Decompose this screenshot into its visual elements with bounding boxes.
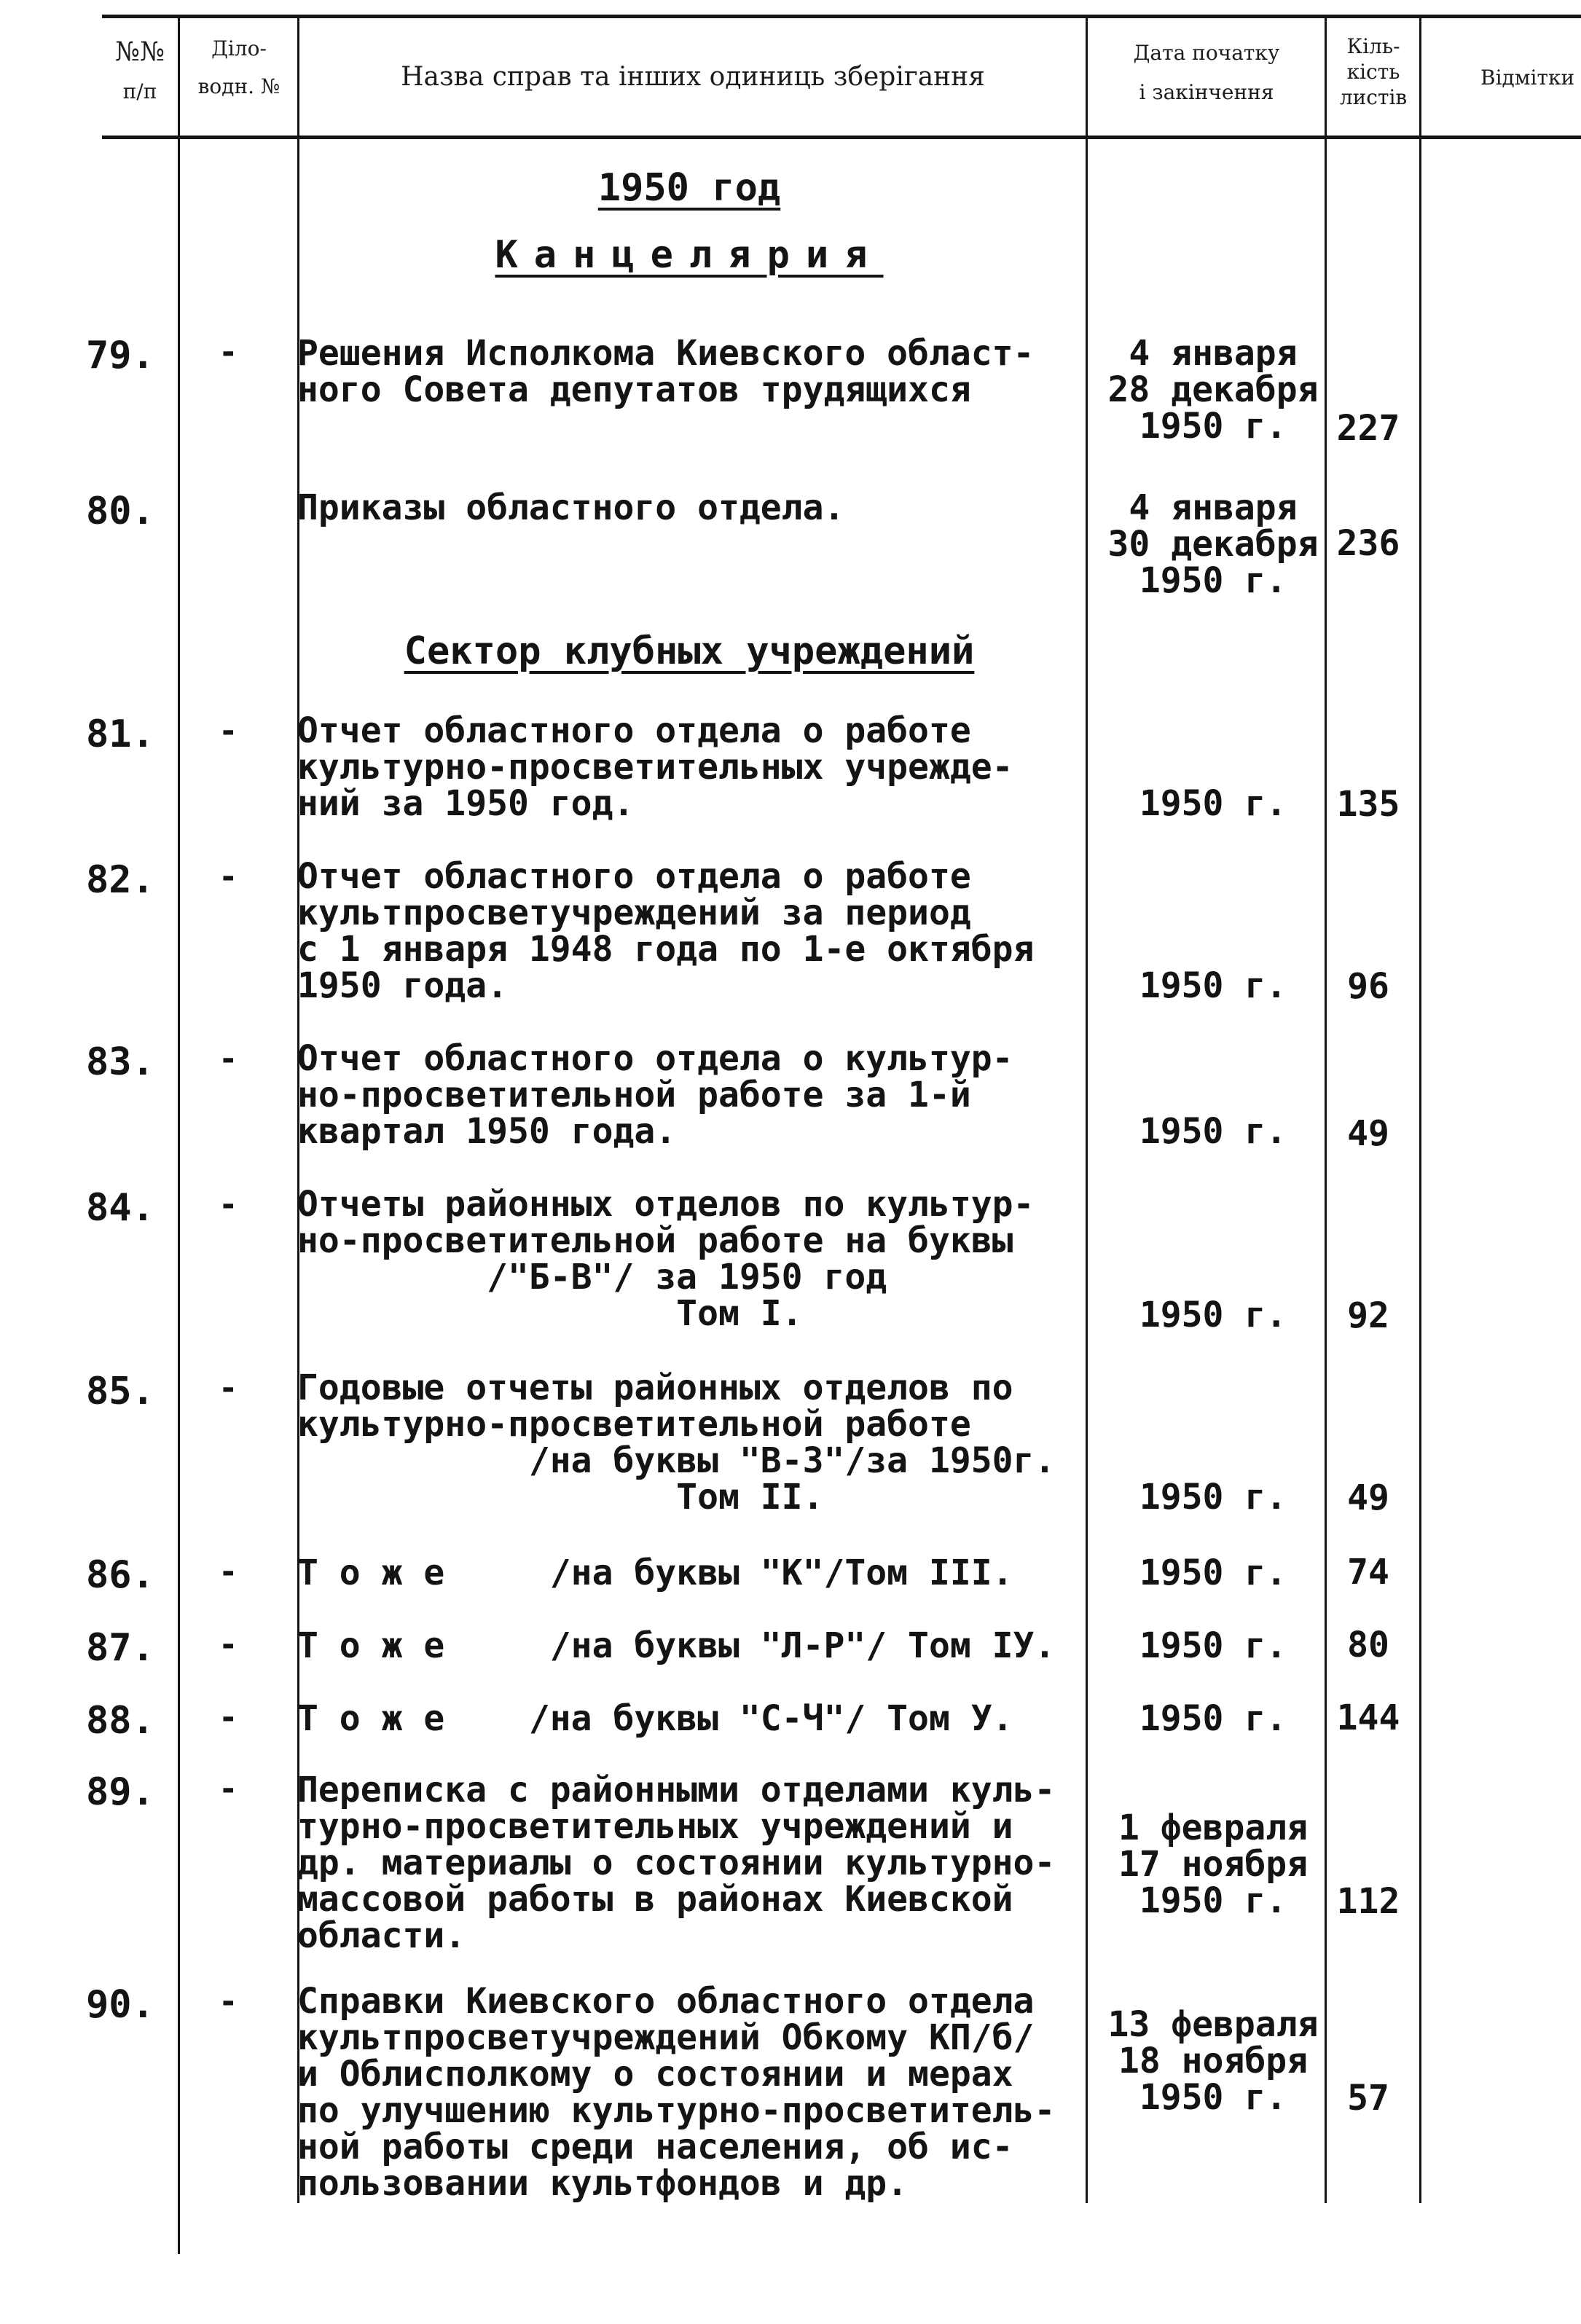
header-col-num-line2: п/п [122, 79, 157, 103]
row-90-date: 13 февраля 18 ноября 1950 г. [1107, 2004, 1319, 2118]
row-83-num: 83. [86, 1040, 154, 1084]
row-89-sheets: 112 [1336, 1881, 1400, 1922]
header-col-office [181, 35, 297, 101]
row-80-title: Приказы областного отдела. [297, 487, 845, 528]
row-80-date: 4 января 30 декабря 1950 г. [1107, 487, 1319, 601]
row-83-office: - [219, 1040, 238, 1077]
row-81-date: 1950 г. [1139, 783, 1287, 824]
row-89-office: - [219, 1770, 238, 1807]
row-88-date: 1950 г. [1139, 1698, 1287, 1739]
row-86-date: 1950 г. [1139, 1552, 1287, 1593]
row-85-office: - [219, 1370, 238, 1407]
row-82-title: Отчет областного отдела о работе культпросветучреждений за период с 1 января 1948 года по 1-е октября 1950 года. [297, 856, 1035, 1006]
row-84-date: 1950 г. [1139, 1295, 1287, 1335]
header-col-sheets-line3: листів [1339, 85, 1408, 109]
header-col-sheets [1327, 34, 1419, 110]
row-79-date: 4 января 28 декабря 1950 г. [1107, 333, 1319, 447]
header-col-notes: Відмітки [1480, 66, 1575, 90]
row-83-date: 1950 г. [1139, 1111, 1287, 1152]
row-89-num: 89. [86, 1770, 154, 1814]
header-col-date [1088, 39, 1325, 106]
row-85-date: 1950 г. [1139, 1477, 1287, 1518]
row-88-office: - [219, 1699, 238, 1736]
section-year: 1950 год [597, 166, 781, 210]
row-79-office: - [219, 334, 238, 371]
header-col-title: Назва справ та інших одиниць зберігання [401, 62, 985, 92]
row-90-office: - [219, 1983, 238, 2020]
row-87-office: - [219, 1626, 238, 1663]
header-col-sheets-line2: кість [1346, 60, 1400, 84]
row-82-sheets: 96 [1347, 966, 1389, 1007]
row-83-sheets: 49 [1347, 1113, 1389, 1154]
row-88-num: 88. [86, 1699, 154, 1743]
col-divider-5 [1419, 17, 1421, 2203]
section-clubs: Сектор клубных учреждений [404, 629, 975, 673]
col-divider-1 [178, 17, 180, 2254]
row-82-date: 1950 г. [1139, 965, 1287, 1006]
row-87-title: Т о ж е /на буквы "Л-Р"/ Том IУ. [297, 1625, 1056, 1666]
row-79-title: Решения Исполкома Киевского област- ного Совета депутатов трудящихся [297, 333, 1035, 410]
row-81-office: - [219, 712, 238, 750]
row-84-sheets: 92 [1347, 1295, 1389, 1336]
row-87-num: 87. [86, 1626, 154, 1670]
header-col-office-line1: Діло- [211, 36, 267, 60]
header-col-date-line2: і закінчення [1139, 79, 1274, 104]
row-90-num: 90. [86, 1983, 154, 2027]
top-rule [102, 15, 1581, 18]
row-89-title: Переписка с районными отделами куль- турно-просветительных учреждений и др. материалы о состоянии культурно- массовой работы в районах Киевской области. [297, 1770, 1056, 1956]
row-85-title: Годовые отчеты районных отделов по культурно-просветительной работе /на буквы "В-З"/за 1950г. Том II. [297, 1367, 1056, 1518]
row-81-sheets: 135 [1336, 784, 1400, 825]
header-col-date-line1: Дата початку [1133, 41, 1280, 65]
header-col-num-line1: №№ [114, 37, 165, 67]
row-80-sheets: 236 [1336, 523, 1400, 564]
row-90-sheets: 57 [1347, 2078, 1389, 2119]
header-col-sheets-line1: Кіль- [1346, 34, 1400, 58]
row-81-title: Отчет областного отдела о работе культурно-просветительных учрежде- ний за 1950 год. [297, 710, 1013, 824]
row-84-num: 84. [86, 1186, 154, 1230]
row-86-office: - [219, 1553, 238, 1590]
row-86-sheets: 74 [1347, 1552, 1389, 1593]
row-84-office: - [219, 1186, 238, 1223]
row-89-date: 1 февраля 17 ноября 1950 г. [1118, 1807, 1309, 1921]
row-87-sheets: 80 [1347, 1625, 1389, 1665]
section-chancellery: Канцелярия [495, 233, 884, 277]
row-84-title: Отчеты районных отделов по культур- но-просветительной работе на буквы /"Б-В"/ за 1950 год Том I. [297, 1184, 1035, 1334]
header-col-num [102, 35, 178, 105]
row-87-date: 1950 г. [1139, 1625, 1287, 1666]
header-bottom-rule [102, 136, 1581, 139]
row-85-num: 85. [86, 1370, 154, 1413]
row-82-num: 82. [86, 858, 154, 902]
row-86-num: 86. [86, 1553, 154, 1597]
row-83-title: Отчет областного отдела о культур- но-просветительной работе за 1-й квартал 1950 года. [297, 1038, 1013, 1152]
row-88-title: Т о ж е /на буквы "С-Ч"/ Том У. [297, 1698, 1013, 1739]
row-79-sheets: 227 [1336, 408, 1400, 449]
row-79-num: 79. [86, 334, 154, 377]
row-81-num: 81. [86, 712, 154, 756]
row-90-title: Справки Киевского областного отдела культпросветучреждений Обкому КП/б/ и Облисполкому о состоянии и мерах по улучшению культурно-просветитель- ной работы среди населения, об ис- пользовании культфондов и др. [297, 1981, 1056, 2204]
row-82-office: - [219, 858, 238, 895]
row-86-title: Т о ж е /на буквы "К"/Том III. [297, 1552, 1013, 1593]
row-88-sheets: 144 [1336, 1697, 1400, 1738]
row-80-num: 80. [86, 490, 154, 533]
header-col-office-line2: водн. № [197, 74, 280, 98]
row-85-sheets: 49 [1347, 1477, 1389, 1518]
